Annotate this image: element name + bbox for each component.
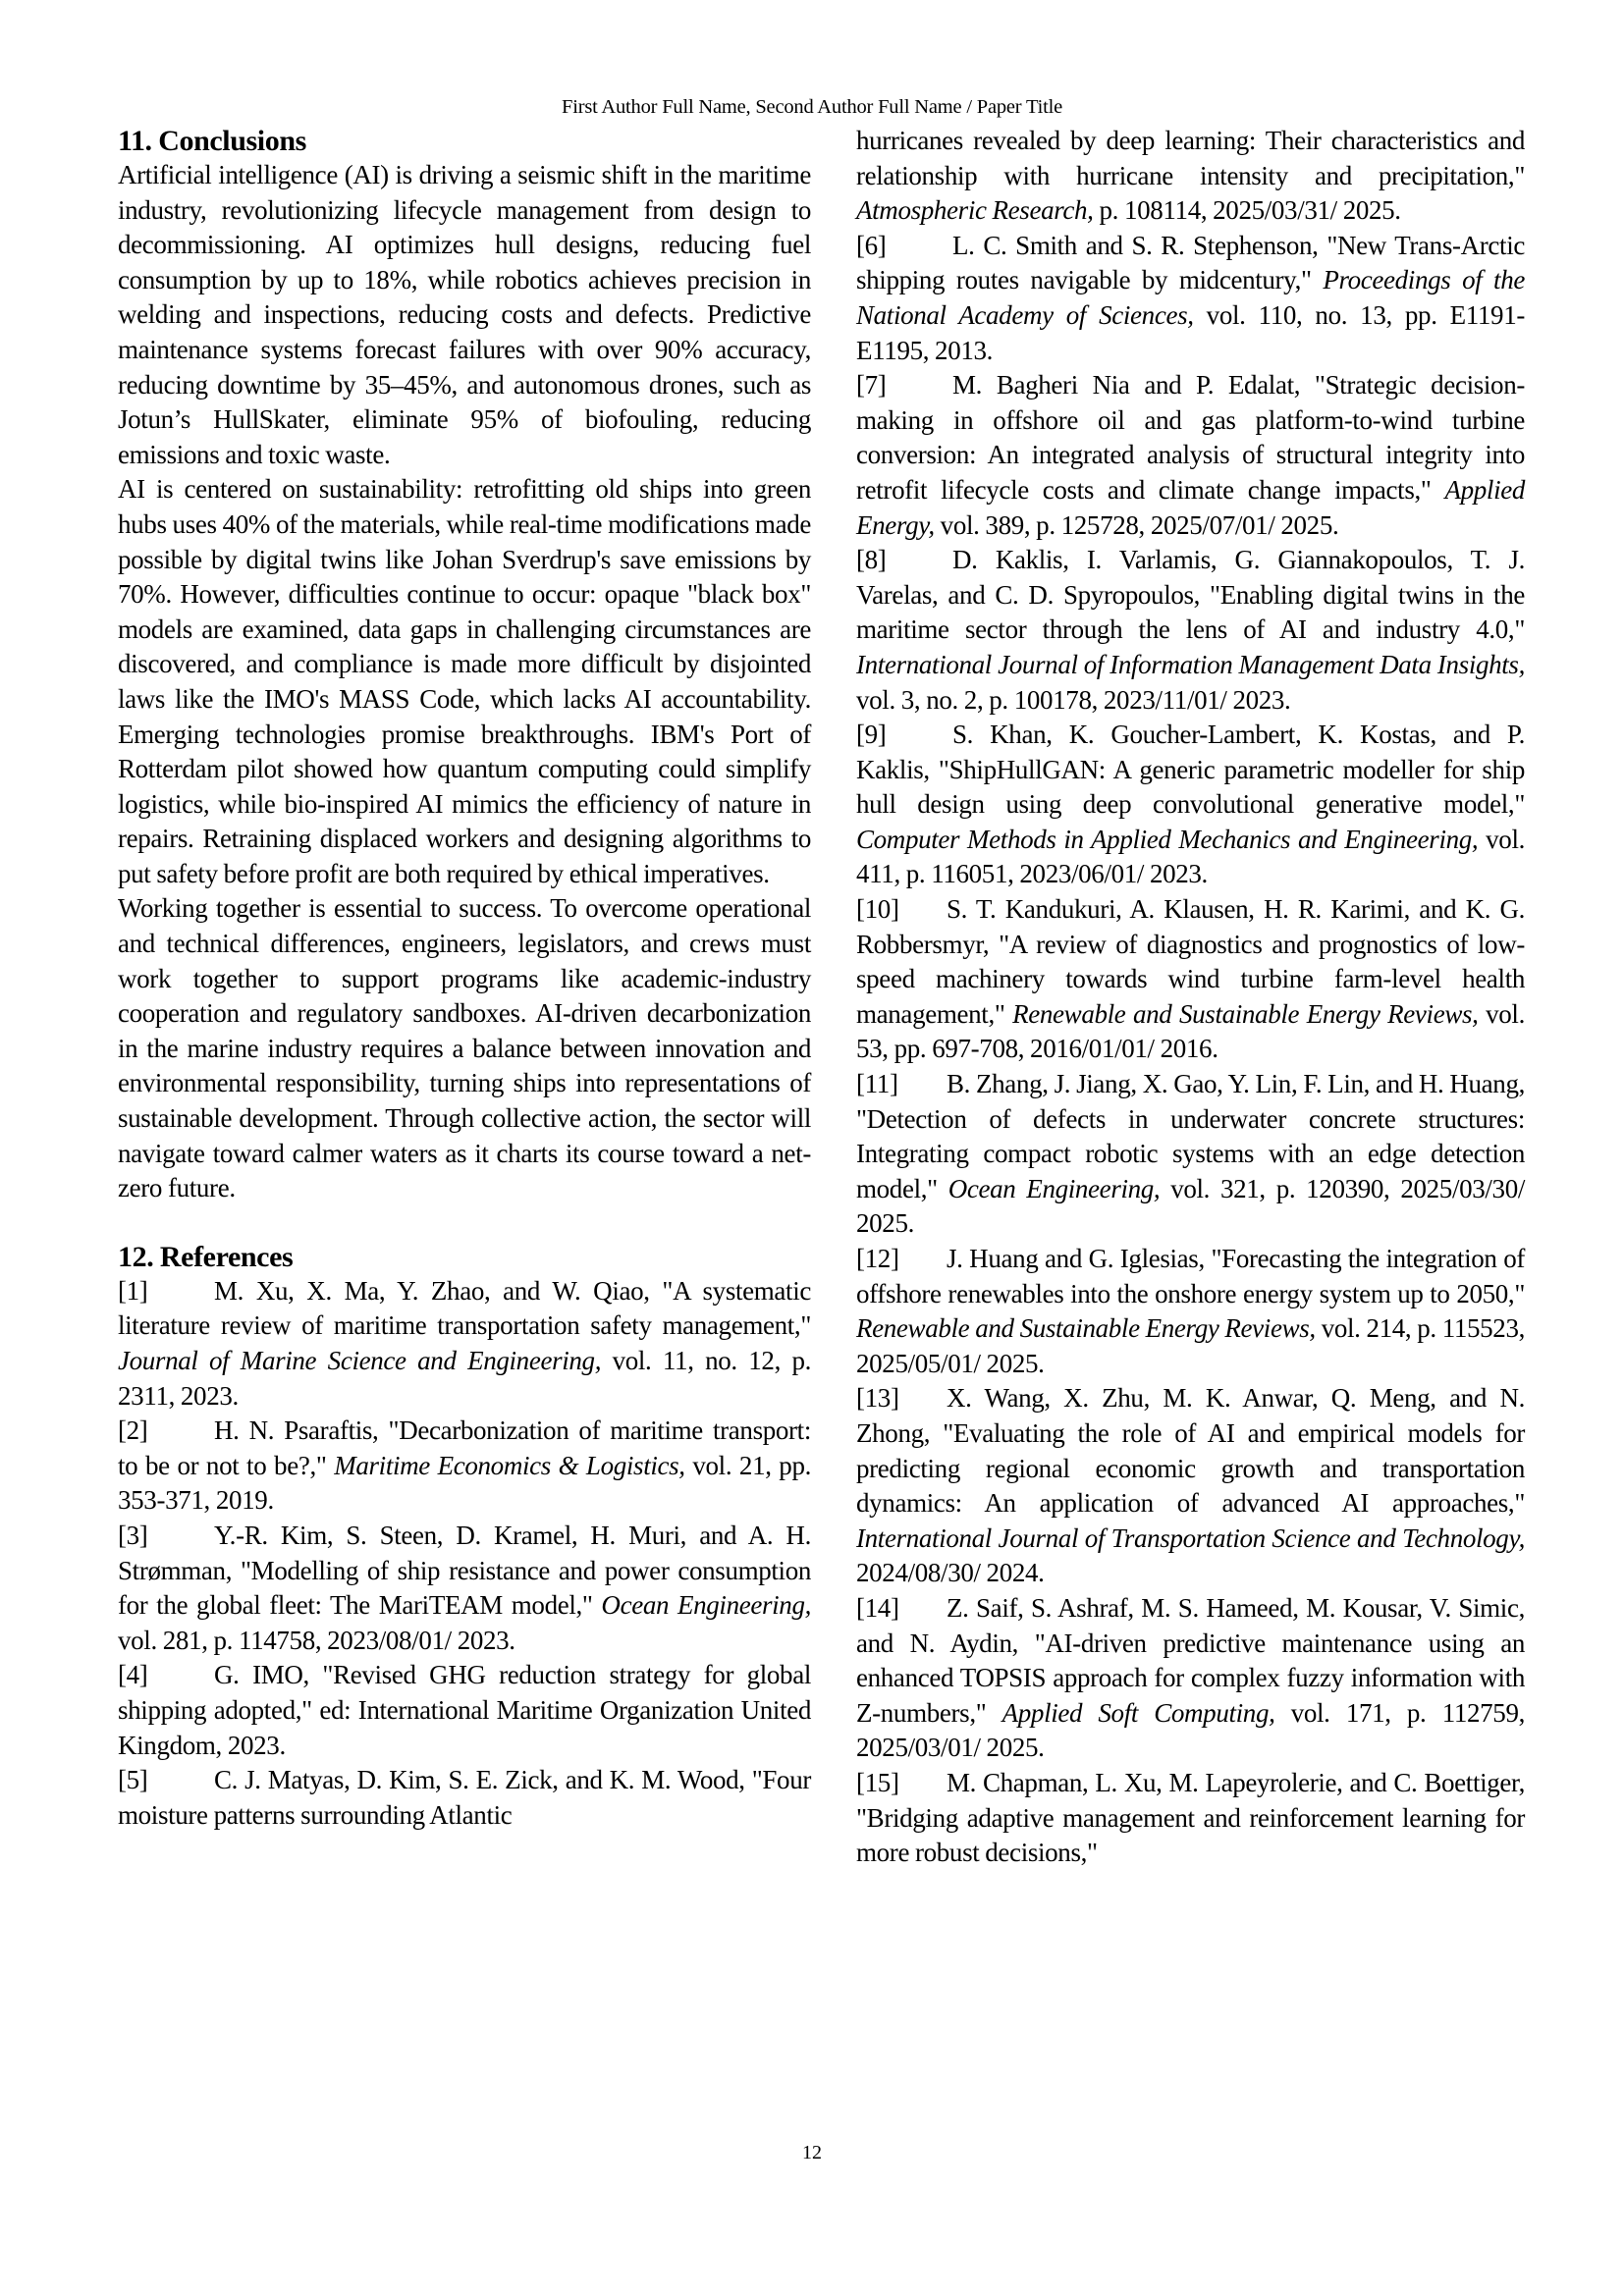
reference-text: S. T. Kandukuri, A. Klausen, H. R. Karimi, and K. G. Robbersmyr, "A review of diagnostics and prognostics of low-speed machinery towards wind turbine farm-level health management," <box>856 894 1525 1029</box>
reference-venue: Computer Methods in Applied Mechanics and Engineering, <box>856 824 1479 854</box>
reference-item <box>118 1274 811 1414</box>
reference-item <box>856 1067 1525 1242</box>
reference-details: vol. 11, no. 12, p. 2311, 2023. <box>118 1346 811 1411</box>
reference-venue: Maritime Economics & Logistics, <box>334 1450 685 1480</box>
reference-text: L. C. Smith and S. R. Stephenson, "New Trans-Arctic shipping routes navigable by midcentury," <box>856 230 1525 295</box>
reference-item <box>856 229 1525 368</box>
reference-text-part1: C. J. Matyas, D. Kim, S. E. Zick, and K. M. Wood, "Four moisture patterns surrounding Atlantic <box>118 1765 811 1830</box>
conclusions-paragraph-1: Artificial intelligence (AI) is driving a seismic shift in the maritime industry, revolutionizing lifecycle management from design to decommissioning. AI optimizes hull designs, reducing fuel consumption by up to 18%, while robotics achieves precision in welding and inspections, reducing costs and defects. Predictive maintenance systems forecast failures with over 90% accuracy, reducing downtime by 35–45%, and autonomous drones, such as Jotun’s HullSkater, eliminate 95% of biofouling, reducing emissions and toxic waste. <box>118 160 811 469</box>
reference-number: [14] <box>856 1592 899 1623</box>
reference-details: vol. 171, p. 112759, 2025/03/01/ 2025. <box>856 1697 1525 1763</box>
conclusions-heading: 11. Conclusions <box>118 125 306 157</box>
reference-item <box>856 718 1525 892</box>
conclusions-paragraph-3: Working together is essential to success. To overcome operational and technical differences, engineers, legislators, and crews must work together to support programs like academic-industry cooperation and regulatory sandboxes. AI-driven decarbonization in the marine industry requires a balance between innovation and environmental responsibility, turning ships into representations of sustainable development. Through collective action, the sector will navigate toward calmer waters as it charts its course toward a net-zero future. <box>118 893 811 1203</box>
conclusions-paragraph-2: AI is centered on sustainability: retrofitting old ships into green hubs uses 40% of the materials, while real-time modifications made possible by digital twins like Johan Sverdrup's save emissions by 70%. However, difficulties continue to occur: opaque "black box" models are examined, data gaps in challenging circumstances are discovered, and compliance is made more difficult by disjointed laws like the IMO's MASS Code, which lacks AI accountability. Emerging technologies promise breakthroughs. IBM's Port of Rotterdam pilot showed how quantum computing could simplify logistics, while bio-inspired AI mimics the efficiency of nature in repairs. Retraining displaced workers and designing algorithms to put safety before profit are both required by ethical imperatives. <box>118 474 811 888</box>
reference-text: S. Khan, K. Goucher-Lambert, K. Kostas, and P. Kaklis, "ShipHullGAN: A generic parametric modeller for ship hull design using deep convolutional generative model," <box>856 720 1525 820</box>
reference-text: J. Huang and G. Iglesias, "Forecasting the integration of offshore renewables into the onshore energy system up to 2050," <box>856 1244 1525 1308</box>
reference-venue: Journal of Marine Science and Engineering, <box>118 1346 602 1375</box>
reference-number: [9] <box>856 720 887 750</box>
reference-item <box>856 368 1525 543</box>
reference-text: X. Wang, X. Zhu, M. K. Anwar, Q. Meng, and N. Zhong, "Evaluating the role of AI and empirical models for predicting regional economic growth and transportation dynamics: An application of advanced AI approaches," <box>856 1383 1525 1519</box>
reference-details: p. 108114, 2025/03/31/ 2025. <box>1093 195 1401 226</box>
reference-venue: Renewable and Sustainable Energy Reviews, <box>856 1313 1316 1344</box>
reference-number: [7] <box>856 370 887 400</box>
reference-item-continued <box>856 124 1525 229</box>
reference-venue: International Journal of Information Management Data Insights, <box>856 649 1525 679</box>
reference-details: vol. 389, p. 125728, 2025/07/01/ 2025. <box>934 509 1339 540</box>
reference-details: vol. 321, p. 120390, 2025/03/30/ 2025. <box>856 1173 1525 1239</box>
reference-number: [15] <box>856 1767 899 1797</box>
reference-details: vol. 21, pp. 353-371, 2019. <box>118 1450 812 1516</box>
reference-venue: Proceedings of the National Academy of Sciences, <box>856 265 1525 330</box>
reference-number: [1] <box>118 1275 148 1306</box>
reference-details: vol. 214, p. 115523, 2025/05/01/ 2025. <box>856 1313 1525 1378</box>
page-number: 12 <box>802 2142 822 2163</box>
reference-text: Y.-R. Kim, S. Steen, D. Kramel, H. Muri, and A. H. Strømman, "Modelling of ship resistance and power consumption for the global fleet: The MariTEAM model," <box>118 1520 811 1621</box>
reference-number: [2] <box>118 1415 148 1446</box>
reference-venue: Ocean Engineering, <box>601 1590 811 1621</box>
reference-item <box>118 1414 811 1519</box>
reference-number: [12] <box>856 1244 899 1273</box>
running-header: First Author Full Name, Second Author Full Name / Paper Title <box>562 96 1062 118</box>
reference-number: [11] <box>856 1069 898 1099</box>
reference-details: vol. 411, p. 116051, 2023/06/01/ 2023. <box>856 824 1525 889</box>
reference-venue: Applied Energy, <box>856 474 1525 540</box>
reference-number: [6] <box>856 230 887 260</box>
reference-text: M. Bagheri Nia and P. Edalat, "Strategic decision-making in offshore oil and gas platform-to-wind turbine conversion: An integrated analysis of structural integrity into retrofit lifecycle costs and climate change impacts," <box>856 370 1525 505</box>
left-column <box>118 124 811 1833</box>
reference-item <box>856 1242 1525 1381</box>
reference-venue: Ocean Engineering, <box>947 1173 1161 1203</box>
reference-details: vol. 53, pp. 697-708, 2016/01/01/ 2016. <box>856 998 1525 1064</box>
reference-details: vol. 281, p. 114758, 2023/08/01/ 2023. <box>118 1625 515 1655</box>
references-heading: 12. References <box>118 1240 294 1273</box>
reference-number: [8] <box>856 545 887 575</box>
reference-text: M. Chapman, L. Xu, M. Lapeyrolerie, and C. Boettiger, "Bridging adaptive management and reinforcement learning for more robust decisions," <box>856 1767 1525 1868</box>
reference-details: vol. 110, no. 13, pp. E1191-E1195, 2013. <box>856 299 1525 365</box>
reference-venue: Renewable and Sustainable Energy Reviews, <box>1012 998 1479 1029</box>
reference-item <box>118 1519 811 1658</box>
reference-text: G. IMO, "Revised GHG reduction strategy for global shipping adopted," ed: International Maritime Organization United Kingdom, 2023. <box>118 1660 811 1760</box>
reference-text: H. N. Psaraftis, "Decarbonization of maritime transport: to be or not to be?," <box>118 1415 811 1480</box>
reference-text-part2: hurricanes revealed by deep learning: Their characteristics and relationship with hurricane intensity and precipitation," <box>856 126 1525 190</box>
reference-venue: Atmospheric Research, <box>856 195 1094 226</box>
reference-number: [3] <box>118 1520 148 1550</box>
reference-details: vol. 3, no. 2, p. 100178, 2023/11/01/ 2023. <box>856 684 1291 715</box>
reference-item <box>856 892 1525 1067</box>
reference-text: Z. Saif, S. Ashraf, M. S. Hameed, M. Kousar, V. Simic, and N. Aydin, "AI-driven predictive maintenance using an enhanced TOPSIS approach for complex fuzzy information with Z-numbers," <box>856 1592 1525 1728</box>
reference-item <box>856 543 1525 718</box>
reference-item <box>856 1591 1525 1766</box>
reference-venue: International Journal of Transportation Science and Technology, <box>856 1522 1525 1553</box>
reference-details: 2024/08/30/ 2024. <box>856 1558 1045 1588</box>
reference-item <box>856 1381 1525 1591</box>
reference-number: [4] <box>118 1660 148 1690</box>
reference-number: [13] <box>856 1383 899 1414</box>
reference-text: B. Zhang, J. Jiang, X. Gao, Y. Lin, F. Lin, and H. Huang, "Detection of defects in underwater concrete structures: Integrating compact robotic systems with an edge detection model," <box>856 1069 1525 1203</box>
reference-text: D. Kaklis, I. Varlamis, G. Giannakopoulos, T. J. Varelas, and C. D. Spyropoulos, "Enabling digital twins in the maritime sector through the lens of AI and industry 4.0," <box>856 545 1525 645</box>
reference-item <box>856 1766 1525 1871</box>
reference-item <box>118 1763 811 1833</box>
reference-text: M. Xu, X. Ma, Y. Zhao, and W. Qiao, "A systematic literature review of maritime transportation safety management," <box>118 1275 811 1341</box>
reference-venue: Applied Soft Computing, <box>1001 1697 1275 1728</box>
reference-number: [5] <box>118 1765 148 1795</box>
reference-number: [10] <box>856 894 899 925</box>
reference-item <box>118 1658 811 1763</box>
right-column <box>856 124 1525 1871</box>
